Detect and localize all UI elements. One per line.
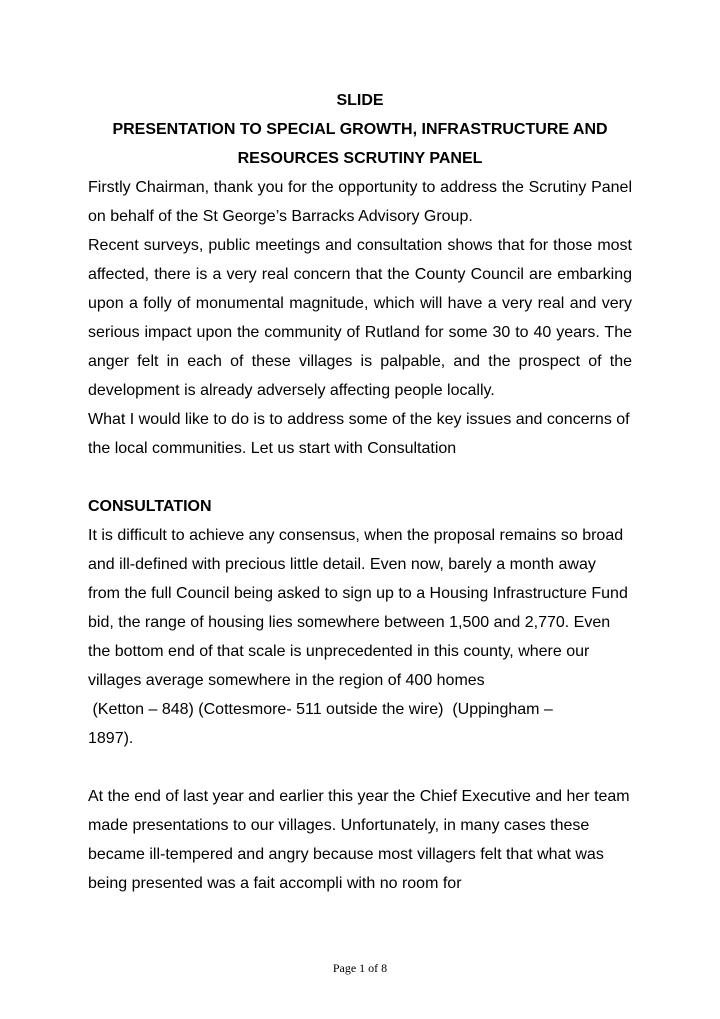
- title-line-panel: RESOURCES SCRUTINY PANEL: [237, 150, 483, 167]
- document-page: [88, 86, 632, 898]
- presentations-paragraph: At the end of last year and earlier this year the Chief Executive and her team made presentations to our villages. Unfortunately, in many cases these became ill-tempered and angry because most villagers felt that what was being presented was a fait accompli with no room for: [88, 788, 630, 892]
- intro-paragraph-thanks: Firstly Chairman, thank you for the opportunity to address the Scrutiny Panel on behalf of the St George’s Barracks Advisory Group.: [88, 179, 632, 225]
- village-figures-line-end: 1897).: [88, 730, 134, 747]
- paragraph-spacer: [88, 753, 632, 782]
- title-line-presentation: PRESENTATION TO SPECIAL GROWTH, INFRASTRUCTURE AND: [112, 121, 608, 138]
- paragraph-spacer: [88, 463, 632, 492]
- title-line-slide: SLIDE: [336, 92, 384, 109]
- page-number-footer: Page 1 of 8: [332, 961, 388, 975]
- section-heading-consultation: CONSULTATION: [88, 498, 212, 515]
- village-figures-line: (Ketton – 848) (Cottesmore- 511 outside the wire) (Uppingham –: [88, 701, 553, 718]
- intro-paragraph-issues: What I would like to do is to address some of the key issues and concerns of the local communities. Let us start with Consultation: [88, 411, 630, 457]
- intro-paragraph-concern: Recent surveys, public meetings and consultation shows that for those most affected, there is a very real concern that the County Council are embarking upon a folly of monumental magnitude, which will have a very real and very serious impact upon the community of Rutland for some 30 to 40 years. The anger felt in each of these villages is palpable, and the prospect of the development is already adversely affecting people locally.: [88, 237, 632, 399]
- consultation-paragraph: It is difficult to achieve any consensus, when the proposal remains so broad and ill-defined with precious little detail. Even now, barely a month away from the full Council being asked to sign up to a Housing Infrastructure Fund bid, the range of housing lies somewhere between 1,500 and 2,770. Even the bottom end of that scale is unprecedented in this county, where our villages average somewhere in the region of 400 homes: [88, 527, 628, 689]
- document-title: [88, 86, 632, 173]
